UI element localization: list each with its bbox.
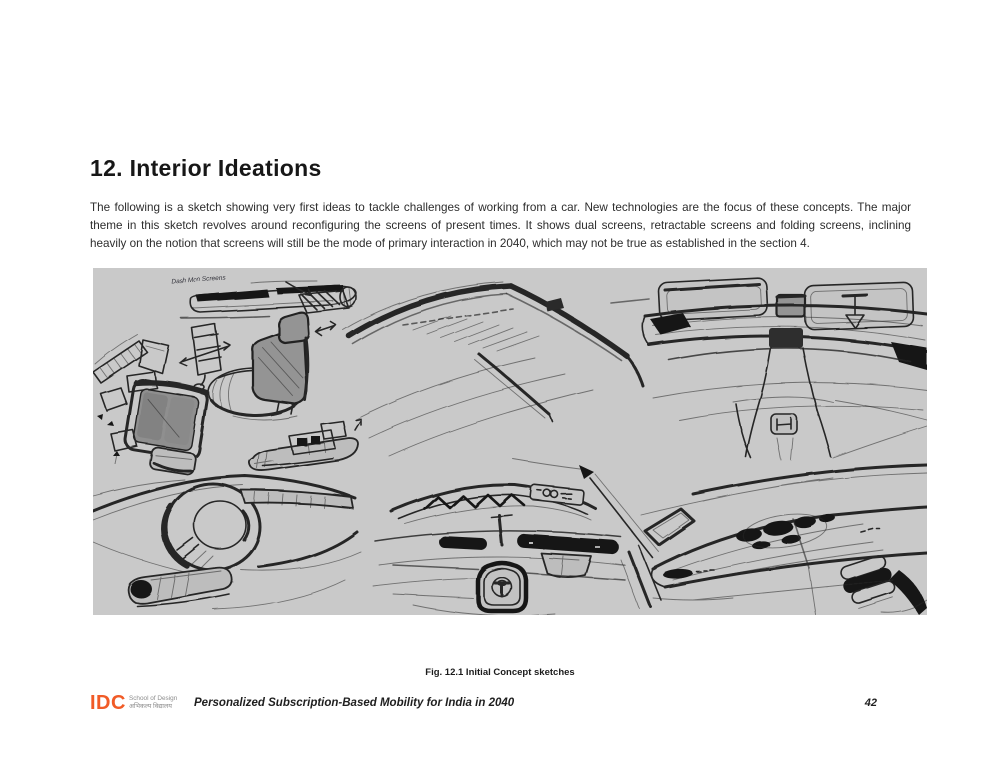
sketch-oval-dash-speakers — [641, 465, 927, 615]
page-number: 42 — [864, 697, 877, 709]
figure — [93, 268, 927, 615]
sketch-retractable-screens-dash — [611, 277, 927, 460]
sketch-windshield-sweep — [343, 282, 643, 456]
page-title: 12. Interior Ideations — [90, 155, 322, 181]
sketch-annotation: Dash Mon Screens — [170, 275, 227, 285]
idc-logo-subtitle-hi: अभिकल्प विद्यालय — [128, 703, 172, 710]
document-footer-title: Personalized Subscription-Based Mobility for India in 2040 — [194, 697, 515, 709]
sketch-swivel-seat — [208, 313, 336, 420]
sketch-dashboard-dual-screens — [171, 275, 356, 318]
page-footer — [90, 690, 922, 716]
idc-logo-subtitle-en: School of Design — [128, 695, 178, 703]
sketch-screen-array-top-view — [93, 324, 230, 476]
sketch-front-dash-badge — [373, 459, 661, 615]
sketch-steering-loop — [93, 476, 361, 609]
sketch-console-pod — [249, 419, 361, 471]
figure-caption: Fig. 12.1 Initial Concept sketches — [425, 667, 575, 678]
concept-sketch-canvas — [93, 268, 927, 615]
concept-sketch-svg — [93, 268, 927, 615]
idc-logo — [90, 693, 190, 713]
body-paragraph: The following is a sketch showing very first ideas to tackle challenges of working from a car. New technologies are the focus of these concepts. The major theme in this sketch revolves around reconfiguring the screens of present times. It shows dual screens, retractable screens and folding screens, inclining heavily on the notion that screens will still be the mode of primary interaction in 2040, which may not be true as established in the section 4. — [90, 201, 911, 251]
idc-logo-subtitle — [129, 695, 177, 711]
idc-logo-text: IDC — [90, 692, 126, 714]
